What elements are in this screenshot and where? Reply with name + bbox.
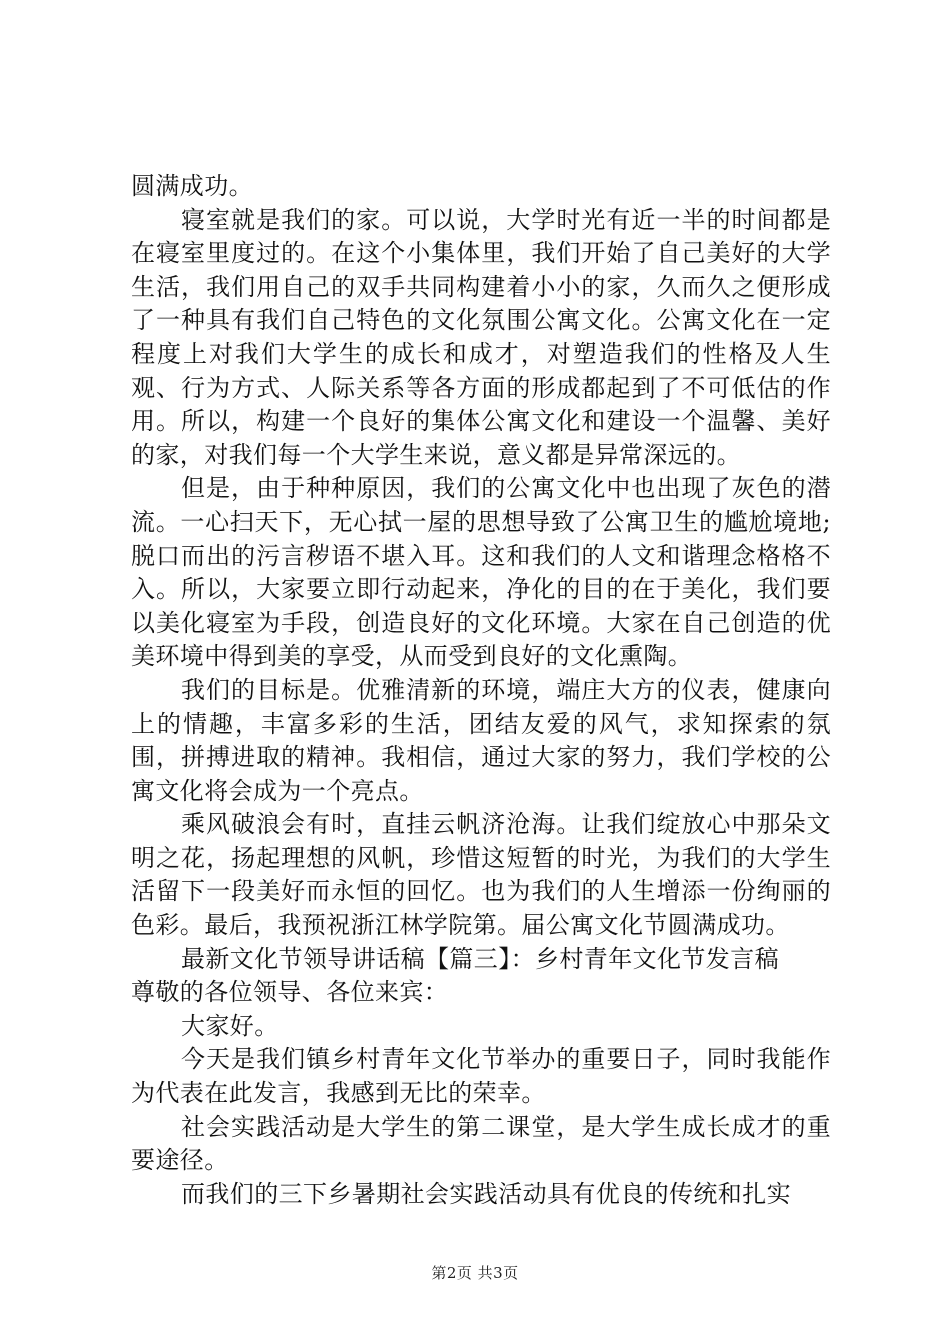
paragraph-3: 但是，由于种种原因，我们的公寓文化中也出现了灰色的潜流。一心扫天下，无心拭一屋的思想导致了公寓卫生的尴尬境地;脱口而出的污言秽语不堪入耳。这和我们的人文和谐理念格格不入。所以，大家要立即行动起来，净化的目的在于美化，我们要以美化寝室为手段，创造良好的文化环境。大家在自己创造的优美环境中得到美的享受，从而受到良好的文化熏陶。 [131,474,831,671]
salutation: 尊敬的各位领导、各位来宾： [131,978,449,1007]
greeting: 大家好。 [181,1011,279,1040]
paragraph-4: 我们的目标是。优雅清新的环境，端庄大方的仪表，健康向上的情趣，丰富多彩的生活，团结友爱的风气，求知探索的氛围，拼搏进取的精神。我相信，通过大家的努力，我们学校的公寓文化将会成为一个亮点。 [131,675,831,805]
paragraph-10: 社会实践活动是大学生的第二课堂，是大学生成长成才的重要途径。 [131,1112,831,1175]
document-body [131,170,831,1211]
paragraph-2: 寝室就是我们的家。可以说，大学时光有近一半的时间都是在寝室里度过的。在这个小集体里，我们开始了自己美好的大学生活，我们用自己的双手共同构建着小小的家，久而久之便形成了一种具有我们自己特色的文化氛围公寓文化。公寓文化在一定程度上对我们大学生的成长和成才，对塑造我们的性格及人生观、行为方式、人际关系等各方面的形成都起到了不可低估的作用。所以，构建一个良好的集体公寓文化和建设一个温馨、美好的家，对我们每一个大学生来说，意义都是异常深远的。 [131,205,831,469]
paragraph-1: 圆满成功。 [131,172,253,200]
section-heading: 最新文化节领导讲话稿【篇三】：乡村青年文化节发言稿 [181,944,779,973]
paragraph-11: 而我们的三下乡暑期社会实践活动具有优良的传统和扎实 [181,1179,791,1208]
paragraph-5: 乘风破浪会有时，直挂云帆济沧海。让我们绽放心中那朵文明之花，扬起理想的风帆，珍惜这短暂的时光，为我们的大学生活留下一段美好而永恒的回忆。也为我们的人生增添一份绚丽的色彩。最后，我预祝浙江林学院第。届公寓文化节圆满成功。 [131,810,831,940]
page-number-footer: 第2页 共3页 [431,1264,519,1282]
paragraph-9: 今天是我们镇乡村青年文化节举办的重要日子，同时我能作为代表在此发言，我感到无比的荣幸。 [131,1045,831,1108]
